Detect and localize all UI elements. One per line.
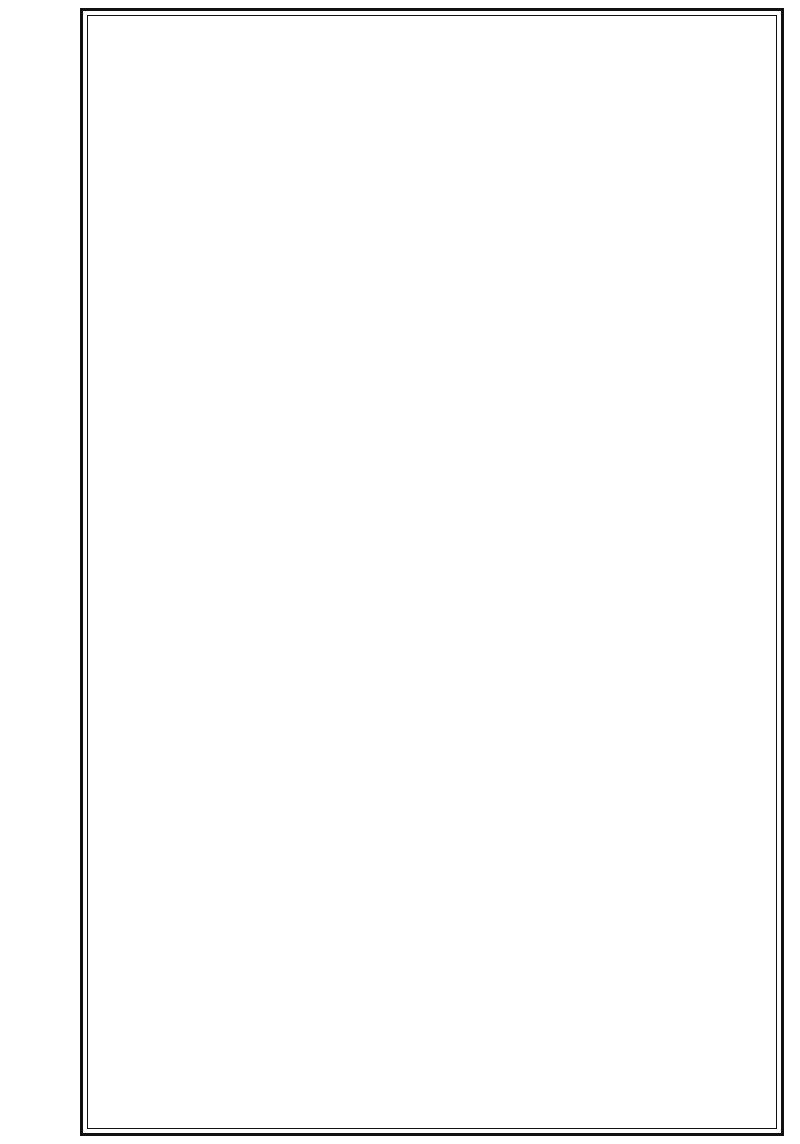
page-frame — [80, 8, 784, 1136]
text-block — [87, 15, 777, 1129]
